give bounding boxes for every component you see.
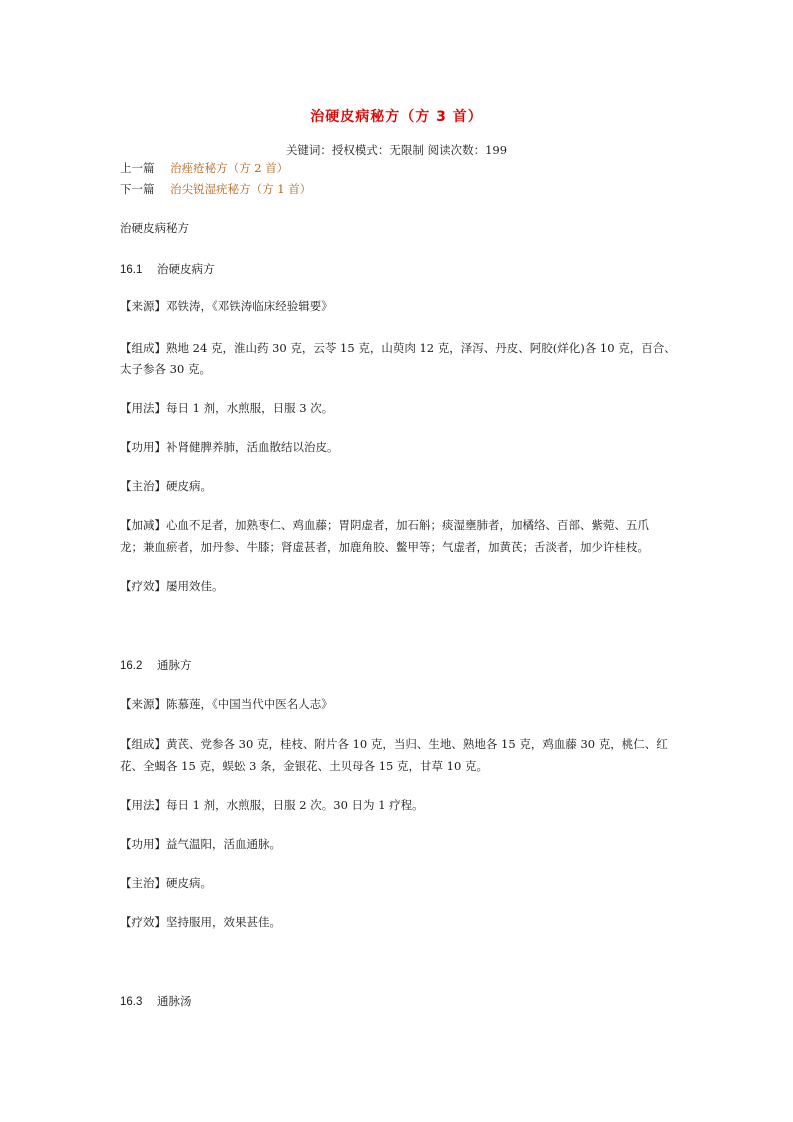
section-number: 16.1 (120, 264, 143, 276)
next-article-link[interactable]: 治尖锐湿疣秘方（方 1 首） (170, 182, 312, 196)
modification-line-2: 龙；兼血瘀者，加丹参、牛膝；肾虚甚者，加鹿角胶、鳖甲等；气虚者，加黄芪；舌淡者，加少许桂枝。 (120, 540, 649, 554)
efficacy-line: 【疗效】坚持服用，效果甚佳。 (120, 915, 281, 929)
usage-line: 【用法】每日 1 剂，水煎服，日服 2 次。30 日为 1 疗程。 (120, 798, 424, 812)
source-line: 【来源】陈慕莲，《中国当代中医名人志》 (120, 697, 333, 711)
section-number: 16.2 (120, 660, 143, 672)
section-title-16-1 (120, 259, 676, 281)
section-heading: 治硬皮病秘方 (120, 221, 189, 235)
prev-label: 上一篇 (120, 161, 155, 175)
usage-line: 【用法】每日 1 剂，水煎服，日服 3 次。 (120, 401, 334, 415)
composition-line-2: 花、全蝎各 15 克，蜈蚣 3 条，金银花、土贝母各 15 克，甘草 10 克。 (120, 759, 488, 773)
next-label: 下一篇 (120, 182, 155, 196)
source-line: 【来源】邓铁涛，《邓铁涛临床经验辑要》 (120, 299, 333, 313)
composition-line-1: 【组成】熟地 24 克，淮山药 30 克，云苓 15 克，山萸肉 12 克，泽泻、丹皮、阿胶(烊化)各 10 克，百合、 (120, 341, 676, 355)
composition-line-1: 【组成】黄芪、党参各 30 克，桂枝、附片各 10 克，当归、生地、熟地各 15 克，鸡血藤 30 克，桃仁、红 (120, 737, 668, 751)
section-title-16-2 (120, 655, 676, 677)
section-name: 通脉方 (157, 658, 192, 672)
page-title: 治硬皮病秘方（方 3 首） (310, 109, 483, 125)
section-name: 通脉汤 (157, 994, 192, 1008)
section-number: 16.3 (120, 996, 143, 1008)
section-name: 治硬皮病方 (157, 262, 215, 276)
efficacy-line: 【疗效】屡用效佳。 (120, 579, 224, 593)
next-article-nav (120, 181, 311, 197)
function-line: 【功用】补肾健脾养肺，活血散结以治皮。 (120, 440, 339, 454)
prev-article-nav (120, 160, 288, 176)
meta-info: 关键词：授权模式：无限制 阅读次数：199 (285, 143, 508, 157)
indication-line: 【主治】硬皮病。 (120, 876, 212, 890)
section-title-16-3 (120, 991, 676, 1013)
modification-line-1: 【加减】心血不足者，加熟枣仁、鸡血藤；胃阴虚者，加石斛；痰湿壅肺者，加橘络、百部、紫菀、五爪 (120, 518, 649, 532)
composition-line-2: 太子参各 30 克。 (120, 362, 211, 376)
prev-article-link[interactable]: 治痤疮秘方（方 2 首） (170, 161, 289, 175)
indication-line: 【主治】硬皮病。 (120, 479, 212, 493)
function-line: 【功用】益气温阳，活血通脉。 (120, 837, 281, 851)
